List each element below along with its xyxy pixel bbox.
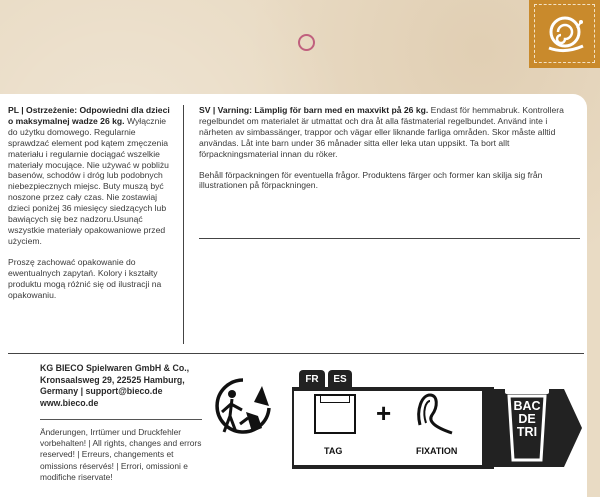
tag-box-icon xyxy=(314,394,356,434)
bin-line-de: DE xyxy=(518,412,536,426)
bin-line-tri: TRI xyxy=(516,425,538,439)
company-name: KG BIECO Spielwaren GmbH & Co., xyxy=(40,363,190,373)
triman-recycling-icon xyxy=(212,376,274,442)
tag-label: TAG xyxy=(324,446,343,456)
pl-packaging-note: Proszę zachować opakowanie do ewentualnych zapytań. Kolory i kształty produktu mogą różnić się od ilustracji na opakowaniu. xyxy=(8,256,162,300)
bin-line-bac: BAC xyxy=(513,399,541,413)
company-country-support: Germany | support@bieco.de xyxy=(40,386,163,397)
swedish-warning-column xyxy=(199,105,582,191)
sv-divider xyxy=(199,238,580,239)
company-address xyxy=(40,363,210,409)
fixation-tie-icon xyxy=(412,389,460,439)
brand-badge xyxy=(529,0,600,68)
bin-label xyxy=(495,400,559,439)
pl-warning-body: Wyłącznie do użytku domowego. Regularnie sprawdzać element pod kątem zmęczenia materiału i regularnie dociągać wszelkie materiały mocujące. Nie używać w pobliżu basenów, schodów i dróg lub podobnych niebezpiecznych miejsc. Buty muszą być noszone przez cały czas. Nie zostawiaj dzieci poniżej 36 miesięcy siedzących lub bawiących się bez nadzoru.Usunąć wszystkie materiały opakowaniowe przed użyciem. xyxy=(8,115,169,246)
polish-warning-column xyxy=(8,105,184,344)
pl-warning-paragraph xyxy=(8,105,177,247)
tab-fr: FR xyxy=(299,370,325,389)
sv-packaging-note: Behåll förpackningen för eventuella frågor. Produktens färger och former kan skilja sig från illustrationen på förpackningen. xyxy=(199,169,543,191)
tab-es: ES xyxy=(328,370,352,389)
snail-logo-icon xyxy=(541,10,589,58)
address-divider xyxy=(40,419,202,420)
company-website: www.bieco.de xyxy=(40,397,99,408)
sv-warning-body: Endast för hemmabruk. Kontrollera regelbundet om materialet är utmattat och dra åt alla fästmaterial regelbundet. Använd inte i närheten av simbassänger, trappor och vägar eller liknande farliga områden. Skor måste alltid användas. Låt inte barn under 36 månader sitta eller leka utan uppsikt. Ta bort allt förpackningsmaterial innan du röker. xyxy=(199,105,564,159)
center-mark-circle xyxy=(298,34,315,51)
sv-warning-heading: SV | Varning: Lämplig för barn med en maxvikt på 26 kg. xyxy=(199,105,429,115)
fixation-label: FIXATION xyxy=(416,446,458,456)
plus-icon: + xyxy=(376,398,392,428)
bottom-divider xyxy=(8,353,584,354)
company-street: Kronsaalsweg 29, 22525 Hamburg, xyxy=(40,374,185,385)
pl-warning-heading: PL | Ostrzeżenie: Odpowiedni dla dzieci o maksymalnej wadze 26 kg. xyxy=(8,105,170,126)
sv-warning-paragraph xyxy=(199,105,582,160)
legal-disclaimer: Änderungen, Irrtümer und Druckfehler vorbehalten! | All rights, changes and errors reserved! | Erreurs, changements et omissions réservés! | Errori, omissioni e modifiche riservate! xyxy=(40,427,202,482)
